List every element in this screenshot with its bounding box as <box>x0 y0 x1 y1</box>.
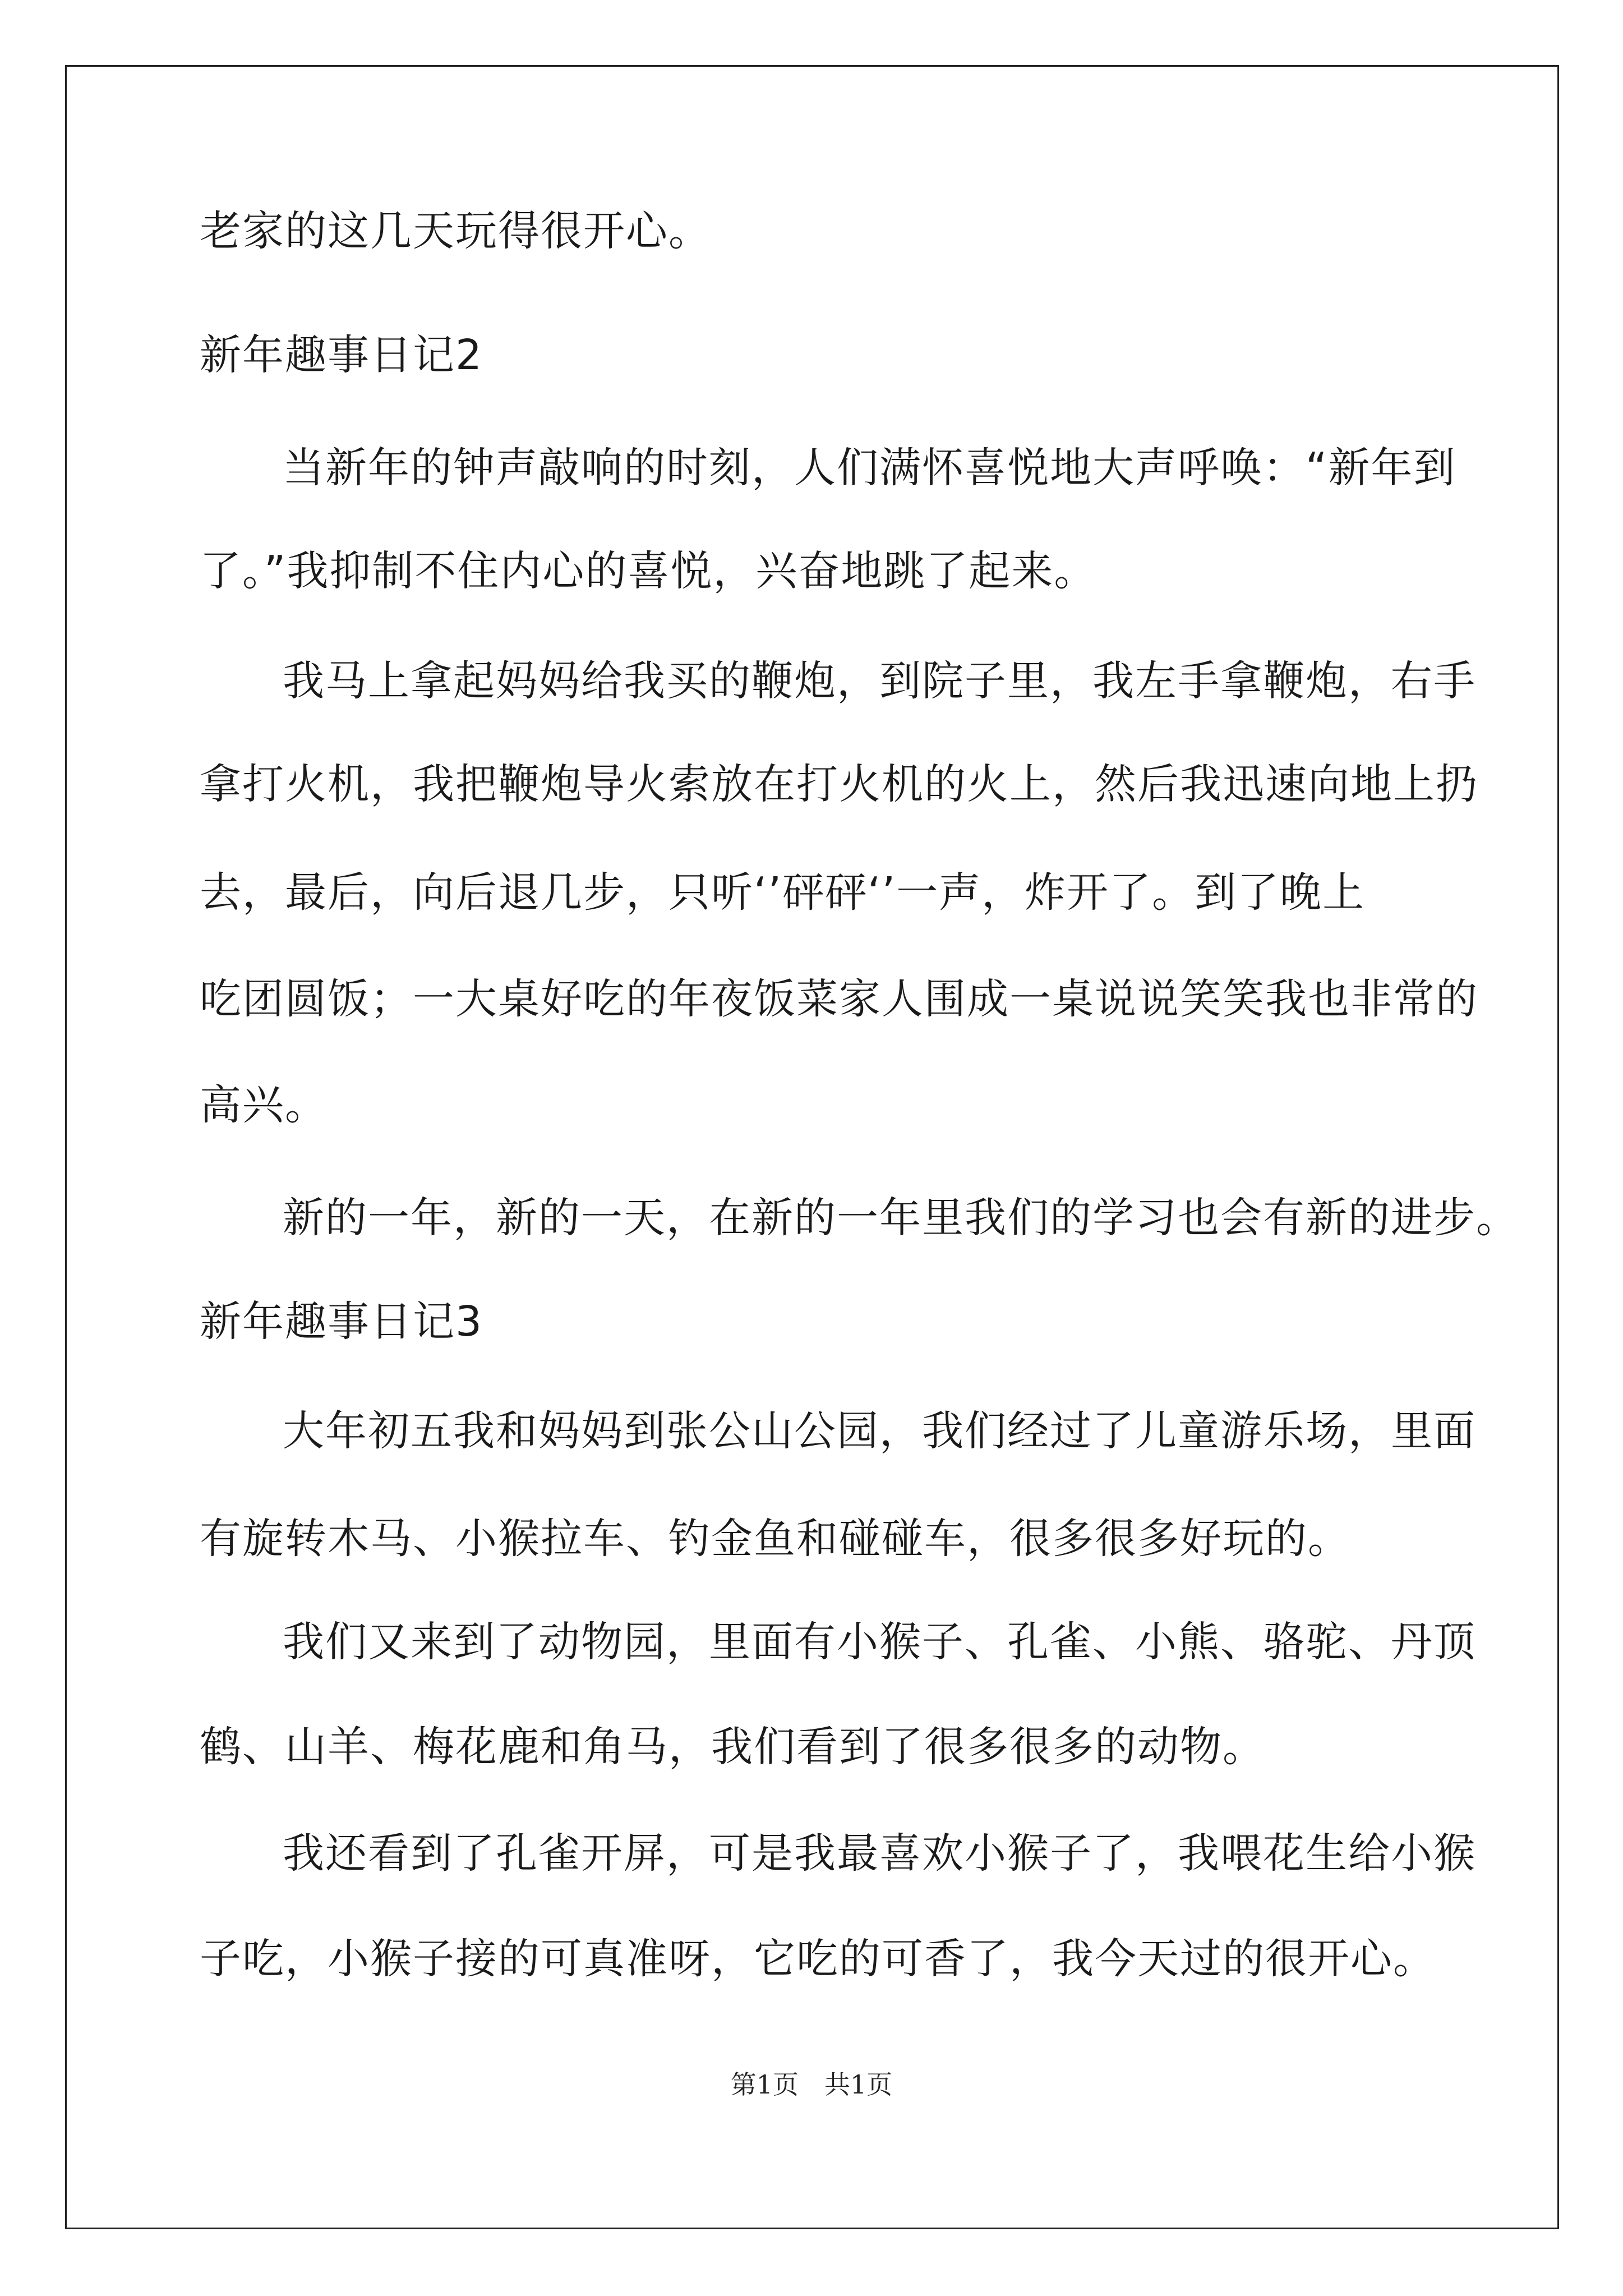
paragraph-line: 有旋转木马、小猴拉车、钓金鱼和碰碰车，很多很多好玩的。 <box>200 1515 1350 1563</box>
paragraph-line: 我还看到了孔雀开屏，可是我最喜欢小猴子了，我喂花生给小猴 <box>283 1829 1476 1878</box>
section-heading: 新年趣事日记2 <box>200 331 483 379</box>
paragraph-line: 拿打火机，我把鞭炮导火索放在打火机的火上，然后我迅速向地上扔 <box>200 760 1478 808</box>
paragraph-line: 去，最后，向后退几步，只听‘’砰砰‘’一声，炸开了。到了晚上 <box>200 868 1366 917</box>
paragraph-line: 高兴。 <box>200 1081 328 1129</box>
paragraph-line: 新的一年，新的一天，在新的一年里我们的学习也会有新的进步。 <box>283 1194 1519 1242</box>
paragraph-line: 吃团圆饭；一大桌好吃的年夜饭菜家人围成一桌说说笑笑我也非常的 <box>200 975 1478 1023</box>
paragraph-line: 了。”我抑制不住内心的喜悦，兴奋地跳了起来。 <box>200 547 1097 595</box>
paragraph-line: 当新年的钟声敲响的时刻，人们满怀喜悦地大声呼唤：“新年到 <box>283 444 1456 492</box>
paragraph-line: 老家的这几天玩得很开心。 <box>200 207 711 255</box>
paragraph-line: 鹤、山羊、梅花鹿和角马，我们看到了很多很多的动物。 <box>200 1723 1265 1771</box>
paragraph-line: 我们又来到了动物园，里面有小猴子、孔雀、小熊、骆驼、丹顶 <box>283 1618 1476 1666</box>
paragraph-line: 大年初五我和妈妈到张公山公园，我们经过了儿童游乐场，里面 <box>283 1407 1476 1455</box>
paragraph-line: 子吃，小猴子接的可真准呀，它吃的可香了，我今天过的很开心。 <box>200 1935 1436 1983</box>
page-border <box>65 65 1559 2229</box>
page-number-footer: 第1页 共1页 <box>730 2069 893 2100</box>
paragraph-line: 我马上拿起妈妈给我买的鞭炮，到院子里，我左手拿鞭炮，右手 <box>283 657 1476 705</box>
section-heading: 新年趣事日记3 <box>200 1297 483 1346</box>
